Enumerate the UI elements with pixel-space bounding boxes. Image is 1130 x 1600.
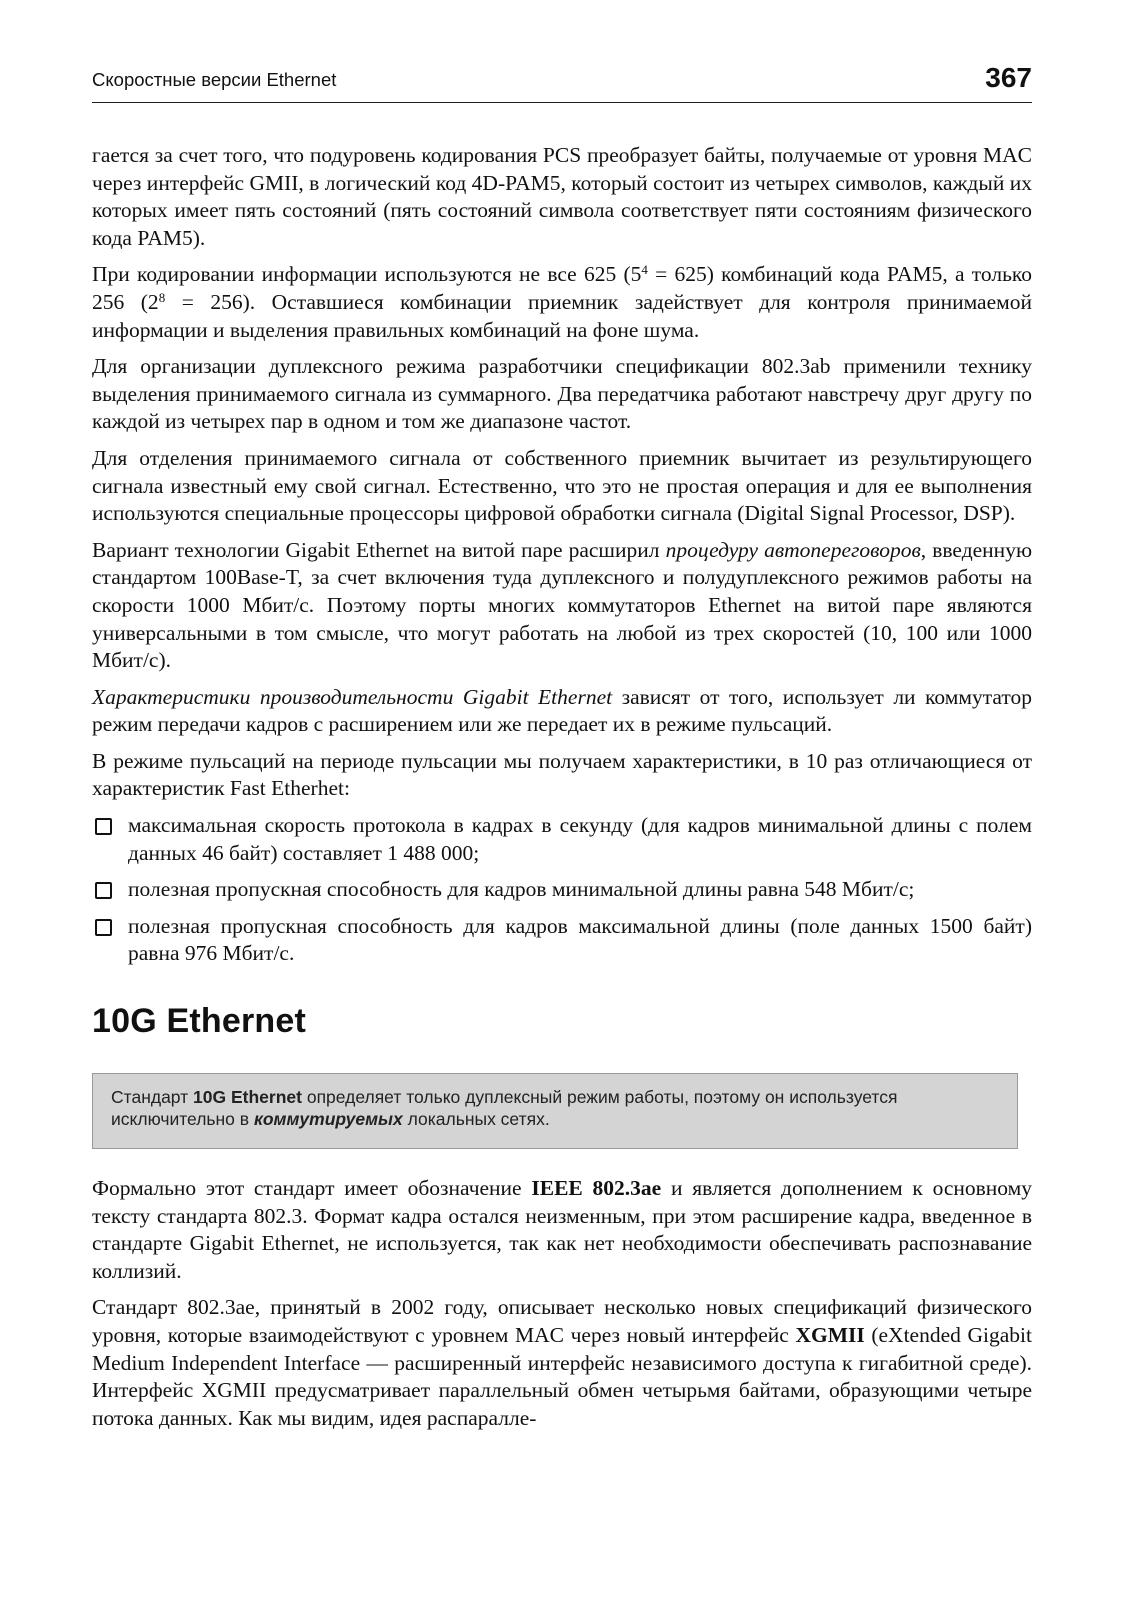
superscript: 4 <box>641 262 648 278</box>
text-run: определяет только дуплексный режим работы, поэтому он используется исключительно в <box>111 1087 898 1129</box>
emphasis-run: коммутируемых <box>253 1109 403 1129</box>
paragraph <box>92 1294 1032 1432</box>
paragraph <box>92 445 1032 528</box>
body-text-top <box>92 142 1032 977</box>
list-item-text: полезная пропускная способность для кадров минимальной длины равна 548 Мбит/с; <box>128 877 915 902</box>
text-run: Стандарт <box>111 1087 194 1107</box>
text-run: локальных сетях. <box>402 1109 550 1129</box>
paragraph <box>92 353 1032 436</box>
paragraph <box>92 1175 1032 1285</box>
superscript: 8 <box>158 289 166 305</box>
text-run: В режиме пульсаций на периоде пульсации мы получаем характеристики, в 10 раз отличающиеся от характеристик Fast Etherhet: <box>92 748 1032 801</box>
checkbox-bullet-icon <box>95 919 112 936</box>
text-run: Для отделения принимаемого сигнала от собственного приемник вычитает из результирующего сигнала известный ему свой сигнал. Естественно, что это не простая операция и для ее выполнения используются специальные процессоры цифровой обработки сигнала (Digital Signal Processor, DSP). <box>92 445 1032 526</box>
text-run: Вариант технологии Gigabit Ethernet на витой паре расширил <box>92 537 666 562</box>
emphasis-run: Характеристики производительности Gigabit Ethernet <box>92 684 613 709</box>
list-item <box>92 913 1032 968</box>
text-run: = 625) комбинаций кода PAM5, а только 256 (2 <box>92 262 1032 314</box>
emphasis-run: IEEE 802.3ae <box>531 1176 662 1200</box>
body-text-bottom <box>92 1175 1032 1441</box>
paragraph <box>92 537 1032 675</box>
note-box <box>92 1073 1018 1149</box>
emphasis-run: процедуру автопереговоров <box>665 537 921 562</box>
text-run: Формально этот стандарт имеет обозначение <box>92 1176 532 1200</box>
text-run: и является дополнением к основному тексту стандарта 802.3. Формат кадра остался неизменным, при этом расширение кадра, введенное в стандарте Gigabit Ethernet, не используется, так как нет необходимости обеспечивать распознавание коллизий. <box>92 1176 1033 1283</box>
list-item <box>92 812 1032 867</box>
paragraph <box>92 142 1032 252</box>
paragraph <box>92 684 1032 739</box>
text-run: , введенную стандартом 100Base-T, за счет включения туда дуплексного и полудуплексного режимов работы на скорости 1000 Мбит/с. Поэтому порты многих коммутаторов Ethernet на витой паре являются универсальными в том смысле, что могут работать на любой из трех скоростей (10, 100 или 1000 Мбит/с). <box>92 537 1032 673</box>
section-heading: 10G Ethernet <box>92 1002 307 1040</box>
text-run: = 256). Оставшиеся комбинации приемник задействует для контроля принимаемой информации и выделения правильных комбинаций на фоне шума. <box>92 289 1033 342</box>
emphasis-run: 10G Ethernet <box>193 1087 302 1107</box>
text-run: зависят от того, использует ли коммутатор режим передачи кадров с расширением или же передает их в режиме пульсаций. <box>92 684 1032 737</box>
checkbox-bullet-icon <box>95 818 112 835</box>
text-run: Стандарт 802.3ae, принятый в 2002 году, описывает несколько новых спецификаций физического уровня, которые взаимодействуют с уровнем MAC через новый интерфейс <box>92 1295 1032 1347</box>
text-run: Для организации дуплексного режима разработчики спецификации 802.3ab применили технику выделения принимаемого сигнала из суммарного. Два передатчика работают навстречу друг другу по каждой из четырех пар в одном и том же диапазоне частот. <box>92 354 1032 434</box>
text-run: При кодировании информации используются не все 625 (5 <box>92 262 642 287</box>
paragraph <box>92 261 1032 344</box>
running-title: Скоростные версии Ethernet <box>92 69 337 90</box>
list-item <box>92 876 1032 904</box>
emphasis-run: XGMII <box>795 1322 865 1347</box>
text-run: гается за счет того, что подуровень кодирования PCS преобразует байты, получаемые от уровня MAC через интерфейс GMII, в логический код 4D-PAM5, который состоит из четырех символов, каждый их которых имеет пять состояний (пять состояний символа соответствует пяти состояниям физического кода PAM5). <box>92 143 1032 250</box>
page-number: 367 <box>985 62 1032 93</box>
paragraph <box>92 748 1032 803</box>
text-run: (eXtended Gigabit Medium Independent Interface — расширенный интерфейс независимого доступа к гигабитной среде). Интерфейс XGMII предусматривает параллельный обмен четырьмя байтами, образующими четыре потока данных. Как мы видим, идея распаралле- <box>92 1322 1033 1430</box>
running-header <box>92 62 1032 103</box>
list-item-text: полезная пропускная способность для кадров максимальной длины (поле данных 1500 байт) равна 976 Мбит/с. <box>128 913 1032 966</box>
bullet-list <box>92 812 1032 968</box>
list-item-text: максимальная скорость протокола в кадрах в секунду (для кадров минимальной длины с полем данных 46 байт) составляет 1 488 000; <box>128 813 1032 865</box>
checkbox-bullet-icon <box>95 882 112 899</box>
